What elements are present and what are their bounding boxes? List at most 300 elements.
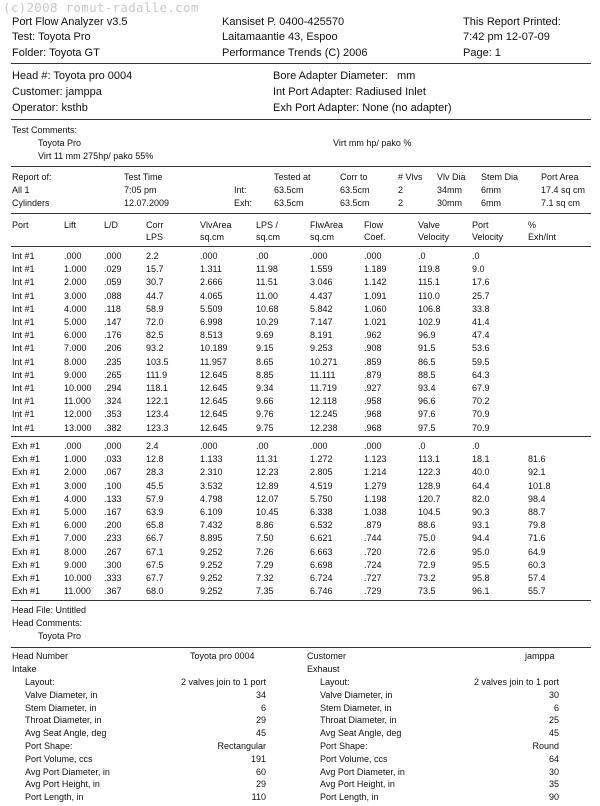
table-cell: .233 <box>104 533 122 544</box>
spec-value: 29 <box>255 779 266 790</box>
table-cell: .382 <box>104 422 122 433</box>
exh-stem-dia: 6mm <box>481 198 501 208</box>
spec-label: Stem Diameter, in <box>25 702 97 713</box>
table-cell: 53.6 <box>472 343 490 354</box>
table-cell: 82.5 <box>146 330 164 341</box>
test-time-header: Test Time <box>124 172 163 182</box>
table-cell: 9.66 <box>256 396 274 407</box>
table-cell: 98.4 <box>528 493 546 504</box>
table-cell: 6.663 <box>310 546 333 557</box>
exh-tested-at: 63.5cm <box>274 198 304 208</box>
table-cell: 5.842 <box>310 303 333 314</box>
table-cell: 11.00 <box>256 290 278 301</box>
column-header-unit: Coef. <box>364 232 386 242</box>
spec-label: Port Volume, ccs <box>25 753 93 764</box>
int-port-adapter: Int Port Adapter: Radiused Inlet <box>273 86 426 98</box>
column-header: Corr <box>146 220 164 230</box>
watermark-text: (c)2008 romut-radalle.com <box>3 0 199 15</box>
company-name: Kansiset P. 0400-425570 <box>222 16 345 28</box>
table-cell: .908 <box>364 343 382 354</box>
table-cell: .729 <box>364 586 382 597</box>
table-cell: 10.000 <box>64 383 92 393</box>
spec-label: Port Shape: <box>320 741 368 751</box>
table-cell: 97.5 <box>418 422 436 433</box>
table-cell: Exh #1 <box>12 533 41 544</box>
head-number: Head #: Toyota pro 0004 <box>12 70 133 82</box>
table-cell: 1.272 <box>310 454 333 465</box>
customer-label: Customer <box>307 651 347 661</box>
column-header: % <box>528 220 537 230</box>
table-cell: 11.719 <box>310 383 337 393</box>
table-cell: .720 <box>364 546 382 557</box>
table-cell: 45.5 <box>146 480 164 491</box>
table-cell: 6.698 <box>310 559 333 570</box>
table-cell: 110.0 <box>418 290 440 301</box>
table-cell: 3.046 <box>310 277 333 288</box>
spec-label: Throat Diameter, in <box>25 715 102 726</box>
table-cell: 103.5 <box>146 356 169 367</box>
spec-label: Port Length, in <box>320 792 379 803</box>
table-cell: 6.338 <box>310 507 333 517</box>
table-cell: 106.8 <box>418 303 441 314</box>
table-cell: 59.5 <box>472 356 490 367</box>
table-cell: Exh #1 <box>12 507 41 517</box>
table-cell: 66.7 <box>146 533 164 544</box>
column-header: Port <box>12 220 29 230</box>
table-cell: 96.6 <box>418 396 436 407</box>
test-comment-line: Toyota Pro <box>38 138 82 148</box>
table-cell: .067 <box>104 467 122 478</box>
divider <box>11 436 591 437</box>
table-cell: 9.252 <box>200 546 223 557</box>
table-cell: 81.6 <box>528 454 546 465</box>
table-cell: 8.000 <box>64 546 87 557</box>
table-cell: 73.2 <box>418 573 436 583</box>
head-comments-label: Head Comments: <box>12 618 83 628</box>
spec-label: Port Shape: <box>25 741 73 751</box>
spec-label: Avg Seat Angle, deg <box>25 728 107 739</box>
table-cell: 9.0 <box>472 264 485 275</box>
report-of-label: Report of: <box>12 172 52 182</box>
table-cell: 60.3 <box>528 559 546 570</box>
table-cell: Int #1 <box>12 330 35 341</box>
table-cell: Exh #1 <box>12 559 41 570</box>
table-cell: 12.645 <box>200 383 228 393</box>
column-header: Port <box>472 220 489 230</box>
head-number-value: Toyota pro 0004 <box>190 651 255 661</box>
test-comment-line: Virt 11 mm 275hp/ pako 55% <box>38 151 154 161</box>
table-cell: 123.3 <box>146 422 169 433</box>
table-cell: 122.3 <box>418 467 441 478</box>
table-cell: Int #1 <box>12 317 35 327</box>
table-cell: 4.437 <box>310 290 333 301</box>
table-cell: .324 <box>104 396 122 407</box>
table-cell: .0 <box>472 441 480 451</box>
head-number-label: Head Number <box>12 651 69 661</box>
table-cell: 75.0 <box>418 533 436 544</box>
table-cell: 4.519 <box>310 480 333 491</box>
table-cell: 96.9 <box>418 330 436 341</box>
table-cell: 118.1 <box>146 383 168 393</box>
table-cell: 10.271 <box>310 356 338 367</box>
exh-vlv-dia: 30mm <box>437 198 463 208</box>
int-port-area: 17.4 sq cm <box>541 185 586 195</box>
table-cell: 119.8 <box>418 264 440 275</box>
table-cell: 67.1 <box>146 546 164 557</box>
table-cell: 8.000 <box>64 356 87 367</box>
head-comment: Toyota Pro <box>38 631 82 641</box>
table-cell: .000 <box>364 251 382 261</box>
table-cell: 1.133 <box>200 454 223 465</box>
table-cell: 71.6 <box>528 533 546 544</box>
table-cell: .206 <box>104 343 122 354</box>
spec-label: Avg Seat Angle, deg <box>320 728 402 739</box>
table-cell: 7.000 <box>64 343 87 354</box>
table-cell: 12.118 <box>310 396 337 407</box>
column-header: Valve <box>418 220 440 230</box>
table-cell: 128.9 <box>418 480 441 491</box>
table-cell: 115.1 <box>418 277 440 288</box>
customer: Customer: jamppa <box>12 86 102 98</box>
table-cell: Int #1 <box>12 343 35 354</box>
table-cell: 9.75 <box>256 422 274 433</box>
exh-label: Exh: <box>234 198 253 208</box>
table-cell: 102.9 <box>418 317 441 327</box>
table-cell: Int #1 <box>12 277 35 288</box>
table-cell: .000 <box>64 251 82 261</box>
port-area-header: Port Area <box>541 172 579 182</box>
table-cell: 67.9 <box>472 383 490 393</box>
table-cell: 93.1 <box>472 520 490 531</box>
exh-corr-to: 63.5cm <box>340 198 370 208</box>
table-cell: 96.1 <box>472 586 490 597</box>
table-cell: .265 <box>104 369 122 380</box>
table-cell: 97.6 <box>418 409 436 420</box>
table-cell: Exh #1 <box>12 441 41 451</box>
table-cell: .724 <box>364 559 382 570</box>
corr-to-header: Corr to <box>340 172 368 182</box>
table-cell: .744 <box>364 533 382 544</box>
table-cell: 40.0 <box>472 467 490 478</box>
table-cell: 12.645 <box>200 422 228 433</box>
spec-label: Avg Port Diameter, in <box>25 766 110 777</box>
table-cell: 7.147 <box>310 317 333 327</box>
bore-adapter-label: Bore Adapter Diameter: <box>273 70 388 82</box>
table-cell: Int #1 <box>12 369 35 380</box>
table-cell: 1.559 <box>310 264 333 275</box>
table-cell: 6.621 <box>310 533 333 544</box>
bore-adapter-unit: mm <box>397 70 416 82</box>
page-number: Page: 1 <box>463 47 501 59</box>
table-cell: 8.895 <box>200 533 223 544</box>
table-cell: .059 <box>104 277 122 288</box>
table-cell: 9.253 <box>310 343 333 354</box>
table-cell: Int #1 <box>12 409 35 420</box>
exh-vlvs: 2 <box>398 198 404 208</box>
table-cell: 9.69 <box>256 330 274 341</box>
table-cell: 7.35 <box>256 586 274 597</box>
table-cell: 11.000 <box>64 586 91 597</box>
table-cell: .0 <box>472 251 480 261</box>
table-cell: 95.5 <box>472 559 490 570</box>
table-cell: 1.000 <box>64 264 87 275</box>
table-cell: .118 <box>104 303 121 314</box>
spec-value: 6 <box>260 702 266 713</box>
table-cell: .00 <box>256 441 269 451</box>
table-cell: .133 <box>104 493 122 504</box>
table-cell: 12.8 <box>146 454 164 465</box>
table-cell: Exh #1 <box>12 546 41 557</box>
spec-label: Avg Port Diameter, in <box>320 766 405 777</box>
table-cell: .962 <box>364 330 382 341</box>
exh-port-adapter: Exh Port Adapter: None (no adapter) <box>273 102 452 114</box>
table-cell: 6.724 <box>310 573 333 583</box>
table-cell: 91.5 <box>418 343 436 354</box>
table-cell: 88.7 <box>528 507 546 517</box>
table-cell: .267 <box>104 546 122 557</box>
table-cell: .958 <box>364 396 382 407</box>
table-cell: 93.2 <box>146 343 164 354</box>
table-cell: 8.513 <box>200 330 223 341</box>
table-cell: 25.7 <box>472 290 490 301</box>
spec-value: 45 <box>255 728 266 739</box>
int-stem-dia: 6mm <box>481 185 501 195</box>
table-cell: 2.310 <box>200 467 223 478</box>
column-header-unit: sq.cm <box>256 232 281 242</box>
column-header: VlvArea <box>200 220 232 230</box>
customer-value: jamppa <box>525 651 555 661</box>
column-header-unit: sq.cm <box>200 232 225 242</box>
test-comment-right: Virt mm hp/ pako % <box>333 138 412 148</box>
table-cell: 30.7 <box>146 277 164 288</box>
table-cell: 2.4 <box>146 441 159 451</box>
table-cell: 2.805 <box>310 467 333 478</box>
spec-label: Layout: <box>25 677 55 687</box>
table-cell: 58.9 <box>146 303 164 314</box>
column-header-unit: sq.cm <box>310 232 335 242</box>
spec-label: Valve Diameter, in <box>320 689 393 700</box>
table-cell: 1.198 <box>364 493 387 504</box>
divider <box>11 246 591 247</box>
table-cell: 1.311 <box>200 264 222 275</box>
table-cell: 2.000 <box>64 277 87 288</box>
column-header-unit: Exh/Int <box>528 232 557 242</box>
divider <box>11 63 591 64</box>
table-cell: 4.000 <box>64 493 87 504</box>
table-cell: 94.4 <box>472 533 490 544</box>
table-cell: .00 <box>256 251 269 261</box>
column-header-unit: LPS <box>146 232 164 242</box>
spec-label: Stem Diameter, in <box>320 702 392 713</box>
tested-at-header: Tested at <box>274 172 311 182</box>
table-cell: 64.9 <box>528 546 546 557</box>
spec-value: 191 <box>250 753 266 764</box>
table-cell: 9.34 <box>256 383 274 393</box>
table-cell: 104.5 <box>418 507 441 517</box>
column-header: FlwArea <box>310 220 344 230</box>
table-cell: 8.86 <box>256 520 274 531</box>
spec-value: 6 <box>553 702 559 713</box>
table-cell: Int #1 <box>12 290 35 301</box>
printed-label: This Report Printed: <box>463 16 561 28</box>
int-label: Int: <box>234 185 247 195</box>
spec-value: 110 <box>251 792 266 803</box>
column-header-unit: Velocity <box>472 232 504 242</box>
table-cell: 1.214 <box>364 467 387 478</box>
table-cell: .727 <box>364 573 382 583</box>
table-cell: 70.2 <box>472 396 490 407</box>
table-cell: 6.746 <box>310 586 333 597</box>
table-cell: .294 <box>104 383 122 393</box>
table-cell: .879 <box>364 369 382 380</box>
table-cell: 6.998 <box>200 317 223 327</box>
table-cell: 82.0 <box>472 493 490 504</box>
table-cell: 6.109 <box>200 507 223 517</box>
table-cell: .100 <box>104 480 122 491</box>
table-cell: 1.279 <box>364 480 387 491</box>
spec-value: 29 <box>255 715 266 726</box>
table-cell: 3.000 <box>64 480 87 491</box>
table-cell: 12.645 <box>200 409 228 420</box>
table-cell: 10.45 <box>256 507 279 517</box>
table-cell: 70.9 <box>472 409 490 420</box>
table-cell: Int #1 <box>12 396 35 407</box>
int-tested-at: 63.5cm <box>274 185 304 195</box>
table-cell: 57.4 <box>528 573 546 583</box>
table-cell: 12.89 <box>256 480 279 491</box>
table-cell: 9.76 <box>256 409 274 420</box>
table-cell: .879 <box>364 520 382 531</box>
table-cell: 63.9 <box>146 507 164 517</box>
company-address: Laitamaantie 43, Espoo <box>222 31 338 43</box>
int-vlvs: 2 <box>398 185 404 195</box>
table-cell: .088 <box>104 290 122 301</box>
table-cell: .927 <box>364 383 382 393</box>
printed-time: 7:42 pm 12-07-09 <box>463 31 550 43</box>
spec-value: 60 <box>255 766 266 777</box>
spec-value: 2 valves join to 1 port <box>180 677 266 687</box>
spec-value: 34 <box>255 689 266 700</box>
test-comments-label: Test Comments: <box>12 125 78 135</box>
table-cell: .968 <box>364 409 382 420</box>
table-cell: 93.4 <box>418 383 436 393</box>
vlvs-header: # Vlvs <box>398 172 423 182</box>
spec-label: Port Volume, ccs <box>320 753 388 764</box>
table-cell: 5.000 <box>64 317 87 327</box>
spec-label: Throat Diameter, in <box>320 715 397 726</box>
table-cell: .0 <box>418 441 426 451</box>
table-cell: 10.000 <box>64 573 92 583</box>
stem-dia-header: Stem Dia <box>481 172 519 182</box>
table-cell: 1.038 <box>364 507 387 517</box>
table-cell: 11.000 <box>64 396 91 407</box>
table-cell: 12.238 <box>310 422 338 433</box>
table-cell: 10.189 <box>200 343 228 354</box>
table-cell: 1.021 <box>364 317 387 327</box>
table-cell: 28.3 <box>146 467 164 478</box>
table-cell: .176 <box>104 330 122 341</box>
table-cell: .333 <box>104 573 122 583</box>
table-cell: 67.5 <box>146 559 164 570</box>
divider <box>11 213 591 214</box>
vlv-dia-header: Vlv Dia <box>437 172 466 182</box>
intake-label: Intake <box>12 664 37 674</box>
table-cell: 2.666 <box>200 277 223 288</box>
table-cell: 10.68 <box>256 303 279 314</box>
column-header: Flow <box>364 220 384 230</box>
table-cell: 6.000 <box>64 520 87 531</box>
divider <box>11 119 591 120</box>
table-cell: Exh #1 <box>12 573 41 583</box>
table-cell: Int #1 <box>12 303 35 314</box>
table-cell: 68.0 <box>146 586 164 597</box>
table-cell: 3.532 <box>200 480 223 491</box>
table-cell: 9.252 <box>200 573 223 583</box>
table-cell: 17.6 <box>472 277 490 288</box>
head-file: Head File: Untitled <box>12 605 87 615</box>
table-cell: 1.060 <box>364 303 387 314</box>
table-cell: 111.9 <box>146 369 168 380</box>
table-cell: 6.532 <box>310 520 333 531</box>
table-cell: 88.5 <box>418 369 436 380</box>
table-cell: 6.000 <box>64 330 87 341</box>
spec-value: 45 <box>548 728 559 739</box>
table-cell: 12.645 <box>200 369 228 380</box>
table-cell: 72.0 <box>146 317 164 327</box>
table-cell: 9.15 <box>256 343 274 354</box>
table-cell: 2.2 <box>146 251 159 261</box>
folder-name: Folder: Toyota GT <box>12 47 100 59</box>
test-time: 7:05 pm <box>124 185 157 195</box>
table-cell: Int #1 <box>12 422 35 433</box>
table-cell: 13.000 <box>64 422 92 433</box>
spec-value: Rectangular <box>217 741 266 751</box>
report-cylinders: Cylinders <box>12 198 50 208</box>
table-cell: 55.7 <box>528 586 546 597</box>
table-cell: .000 <box>310 441 328 451</box>
table-cell: 123.4 <box>146 409 169 420</box>
table-cell: 11.957 <box>200 356 227 367</box>
spec-value: 2 valves join to 1 port <box>473 677 559 687</box>
table-cell: 33.8 <box>472 303 490 314</box>
table-cell: 70.9 <box>472 422 490 433</box>
table-cell: .033 <box>104 454 122 465</box>
table-cell: .000 <box>64 441 82 451</box>
table-cell: 90.3 <box>472 507 490 517</box>
table-cell: 101.8 <box>528 480 551 491</box>
spec-value: 25 <box>548 715 559 726</box>
table-cell: 65.8 <box>146 520 164 531</box>
table-cell: 8.85 <box>256 369 274 380</box>
spec-label: Port Length, in <box>25 792 84 803</box>
divider <box>11 166 591 167</box>
table-cell: 72.9 <box>418 559 436 570</box>
copyright: Performance Trends (C) 2006 <box>222 47 368 59</box>
table-cell: .859 <box>364 356 382 367</box>
table-cell: 92.1 <box>528 467 546 478</box>
table-cell: 64.4 <box>472 480 490 491</box>
table-cell: 7.32 <box>256 573 274 583</box>
table-cell: .968 <box>364 422 382 433</box>
test-name: Test: Toyota Pro <box>12 31 91 43</box>
table-cell: .300 <box>104 559 122 570</box>
table-cell: .147 <box>104 317 122 327</box>
table-cell: 1.000 <box>64 454 87 465</box>
table-cell: 44.7 <box>146 290 164 301</box>
table-cell: 1.189 <box>364 264 387 275</box>
table-cell: 15.7 <box>146 264 164 275</box>
table-cell: .000 <box>200 441 218 451</box>
